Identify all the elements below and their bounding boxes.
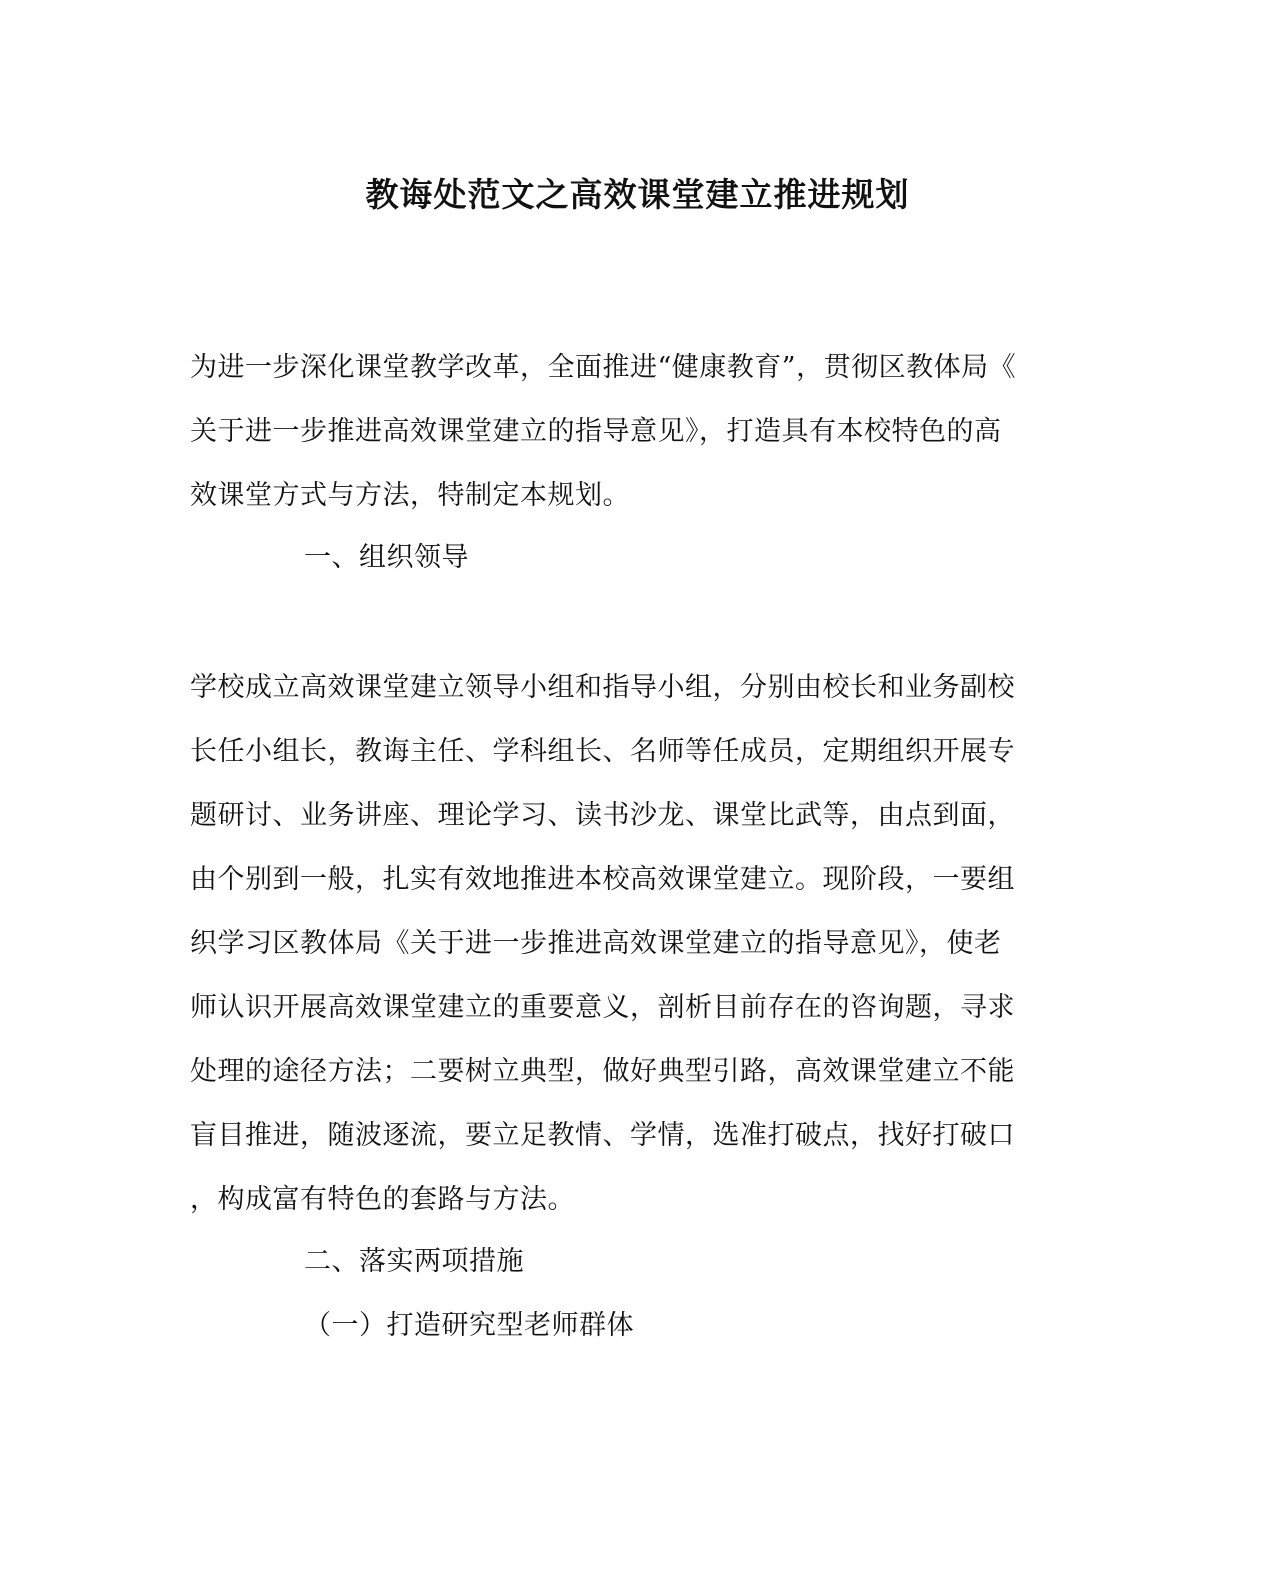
section1-paragraph <box>190 656 1060 1232</box>
paragraph-line: 长任小组长，教诲主任、学科组长、名师等任成员，定期组织开展专 <box>190 736 1015 767</box>
paragraph-line: 为进一步深化课堂教学改革，全面推进“健康教育”，贯彻区教体局《 <box>190 352 1017 383</box>
subsection-heading: （一）打造研究型老师群体 <box>304 1310 634 1341</box>
paragraph-line: 学校成立高效课堂建立领导小组和指导小组，分别由校长和业务副校 <box>190 672 1015 703</box>
paragraph-line: 处理的途径方法；二要树立典型，做好典型引路，高效课堂建立不能 <box>190 1056 1015 1087</box>
paragraph-line: 由个别到一般，扎实有效地推进本校高效课堂建立。现阶段，一要组 <box>190 864 1015 895</box>
document-title: 教诲处范文之高效课堂建立推进规划 <box>365 175 910 214</box>
paragraph-line: 题研讨、业务讲座、理论学习、读书沙龙、课堂比武等，由点到面， <box>190 800 1015 831</box>
section-heading: 一、组织领导 <box>304 542 469 573</box>
section-heading: 二、落实两项措施 <box>304 1246 524 1277</box>
paragraph-line: 效课堂方式与方法，特制定本规划。 <box>190 480 630 511</box>
paragraph-line: ，构成富有特色的套路与方法。 <box>190 1184 575 1215</box>
paragraph-line: 师认识开展高效课堂建立的重要意义，剖析目前存在的咨询题，寻求 <box>190 992 1015 1023</box>
intro-paragraph <box>190 336 1060 528</box>
paragraph-line: 盲目推进，随波逐流，要立足教情、学情，选准打破点，找好打破口 <box>190 1120 1015 1151</box>
paragraph-line: 关于进一步推进高效课堂建立的指导意见》，打造具有本校特色的高 <box>190 416 1002 447</box>
paragraph-line: 织学习区教体局《关于进一步推进高效课堂建立的指导意见》，使老 <box>190 928 1002 959</box>
